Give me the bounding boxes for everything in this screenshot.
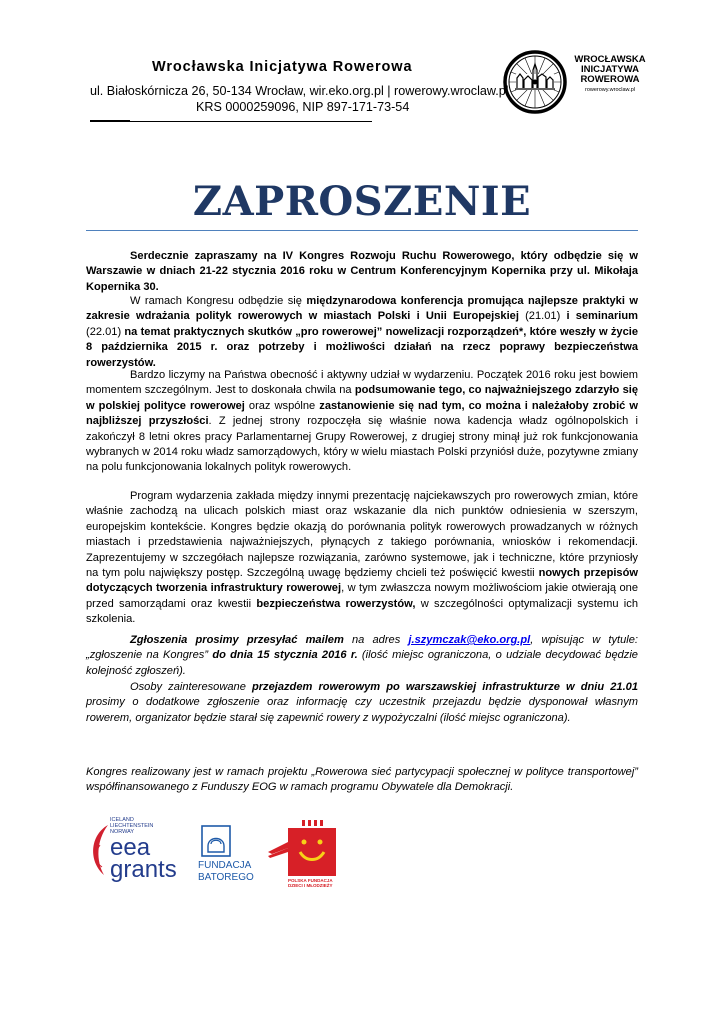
p3-text-1: Bardzo liczymy na Państwa obecność i aktywny udział w wydarzeniu. Początek 2016 roku jest bowiem momentem szczególnym. Jest to doskonała chwila na	[86, 369, 638, 397]
org-address: ul. Białoskórnicza 26, 50-134 Wrocław, wir.eko.org.pl | rowerowy.wroclaw.pl	[90, 84, 509, 98]
pfdm-emblem	[266, 818, 340, 878]
p6-text-2: prosimy o dodatkowe zgłoszenie oraz informację czy uczestnik przejazdu będzie dysponował własnym rowerem, organizator będzie starał się zapewnić rowery z wypożyczalni (ilość miejsc ograniczona).	[86, 696, 638, 724]
eea-country-2: LIECHTENSTEIN	[110, 823, 154, 829]
batorego-emblem	[198, 822, 258, 862]
p4-bold-1: i	[631, 536, 635, 549]
p5-text-1: na adres	[343, 634, 409, 646]
p3-bold-1: podsumowanie tego, co najważniejszego zdarzyło się w polskiej polityce rowerowej	[86, 384, 638, 412]
paragraph-funding	[86, 765, 638, 796]
p4-text-2: . Zaprezentujemy w szczegółach najlepsze rozwiązania, zarówno systemowe, jak i techniczne, które przyniosły na tym polu największy postęp. Szczególną uwagę będziemy chcieli też poświęcić kwestii	[86, 536, 638, 580]
p2-bold-2: i seminarium	[566, 310, 638, 323]
eea-country-1: ICELAND	[110, 817, 134, 823]
logo-line-2: INICJATYWA	[581, 64, 639, 75]
logo-line-1: WROCŁAWSKA	[574, 54, 646, 65]
title-rule	[86, 230, 638, 231]
logo-line-3: ROWEROWA	[580, 74, 640, 85]
p2-bold-1: międzynarodowa konferencja promująca najlepsze praktyki w zakresie wdrażania polityk rowerowych w miastach Polski i Unii Europejskiej	[86, 295, 638, 323]
invitation-text: Serdecznie zapraszamy na IV Kongres Rozwoju Ruchu Rowerowego, który odbędzie się w Warszawie w dniach 21-22 stycznia 2016 roku w Centrum Konferencyjnym Kopernika przy ul. Mikołaja Kopernika 30.	[86, 250, 638, 293]
batorego-line-2: BATOREGO	[198, 872, 254, 883]
p3-text-2: oraz wspólne	[244, 399, 320, 412]
p5-text-2: , wpisując w tytule: „zgłoszenie na Kongres”	[86, 634, 638, 662]
paragraph-conference	[86, 294, 638, 371]
grants-word: grants	[110, 856, 177, 883]
email-link[interactable]: j.szymczak@eko.org.pl	[408, 634, 531, 646]
p2-bold-3: na temat praktycznych skutków „pro rowerowej” nowelizacji rozporządzeń*, które weszły w życie 8 października 2015 r. oraz potrzeby i możliwości działań na rzecz poprawy bezpieczeństwa rowerzystów.	[86, 325, 638, 369]
org-registry: KRS 0000259096, NIP 897-171-73-54	[196, 100, 410, 114]
eea-grants-logo	[86, 815, 182, 885]
p2-text-3: (22.01)	[86, 325, 125, 338]
p5-text-3: (ilość miejsc ograniczona, o udziale decydować będzie kolejność zgłoszeń).	[86, 649, 638, 677]
wir-logo-text	[570, 55, 650, 85]
pfdm-logo	[266, 818, 340, 890]
p4-bold-2: nowych przepisów dotyczących tworzenia infrastruktury rowerowej	[86, 567, 639, 595]
p5-bold-2: do dnia 15 stycznia 2016 r.	[212, 649, 358, 662]
p3-bold-2: zastanowienie się nad tym, co można i należałoby zrobić w najbliższej przyszłości	[86, 399, 639, 428]
batorego-line-1: FUNDACJA	[198, 860, 252, 871]
p2-text-2: (21.01)	[518, 310, 567, 323]
pfdm-line-2: DZIECI I MŁODZIEŻY	[288, 883, 333, 888]
eea-country-3: NORWAY	[110, 829, 135, 835]
p4-bold-3: bezpieczeństwa rowerzystów,	[256, 597, 416, 610]
pfdm-line-1: POLSKA FUNDACJA	[288, 878, 333, 883]
funding-text: Kongres realizowany jest w ramach projektu „Rowerowa sieć partycypacji społecznej w polityce transportowej” współfinansowanego z Funduszy EOG w ramach programu Obywatele dla Demokracji.	[86, 766, 638, 794]
org-name: Wrocławska Inicjatywa Rowerowa	[152, 59, 413, 75]
header-underline	[90, 121, 372, 122]
wir-bicycle-wheel-logo	[502, 44, 568, 120]
paragraph-registration	[86, 633, 638, 679]
p3-text-3: . Z jednej strony rozpoczęła się właśnie nowa kadencja władz ogólnopolskich i zakończył 8 letni okres pracy Parlamentarnej Grupy Rowerowej, z drugiej strony minął już rok funkcjonowania wybranych w 2014 roku władz samorządowych, który w wielu miastach Polski przyniósł duże, pozytywne zmiany na polu funkcjonowania lokalnych polityk rowerowych.	[86, 415, 638, 474]
p2-text-1: W ramach Kongresu odbędzie się	[130, 295, 307, 307]
page-title: ZAPROSZENIE	[192, 178, 532, 225]
p4-text-4: w szczególności optymalizacji systemu ich szkolenia.	[86, 597, 638, 626]
paragraph-participation	[86, 368, 638, 476]
fundacja-batorego-logo	[198, 822, 258, 890]
p4-text-3: , w tym zwłaszcza nowym możliwościom jakie otwierają one przed samorządami oraz kwestii	[86, 582, 638, 610]
paragraph-bike-ride	[86, 680, 638, 726]
paragraph-invitation	[86, 249, 638, 295]
p6-text-1: Osoby zainteresowane	[130, 681, 252, 693]
p4-text-1: Program wydarzenia zakłada między innymi prezentację najciekawszych pro rowerowych zmian, które właśnie zachodzą na ulicach polskich miast oraz wskazanie dla nich punktów odniesienia w szerszym, europejskim kontekście. Kongres będzie okazją do porównania polityk rowerowych prowadzanych w różnych miastach i przedstawienia najważniejszych, płynących z takiego porównania, wniosków i rekomendacj	[86, 490, 638, 549]
eea-word: eea	[110, 834, 151, 861]
paragraph-program	[86, 489, 638, 628]
wir-logo-url: rowerowy.wroclaw.pl	[584, 87, 636, 93]
p5-bold-1: Zgłoszenia prosimy przesyłać mailem	[130, 634, 344, 646]
p6-bold-1: przejazdem rowerowym po warszawskiej infrastrukturze w dniu 21.01	[251, 681, 638, 693]
